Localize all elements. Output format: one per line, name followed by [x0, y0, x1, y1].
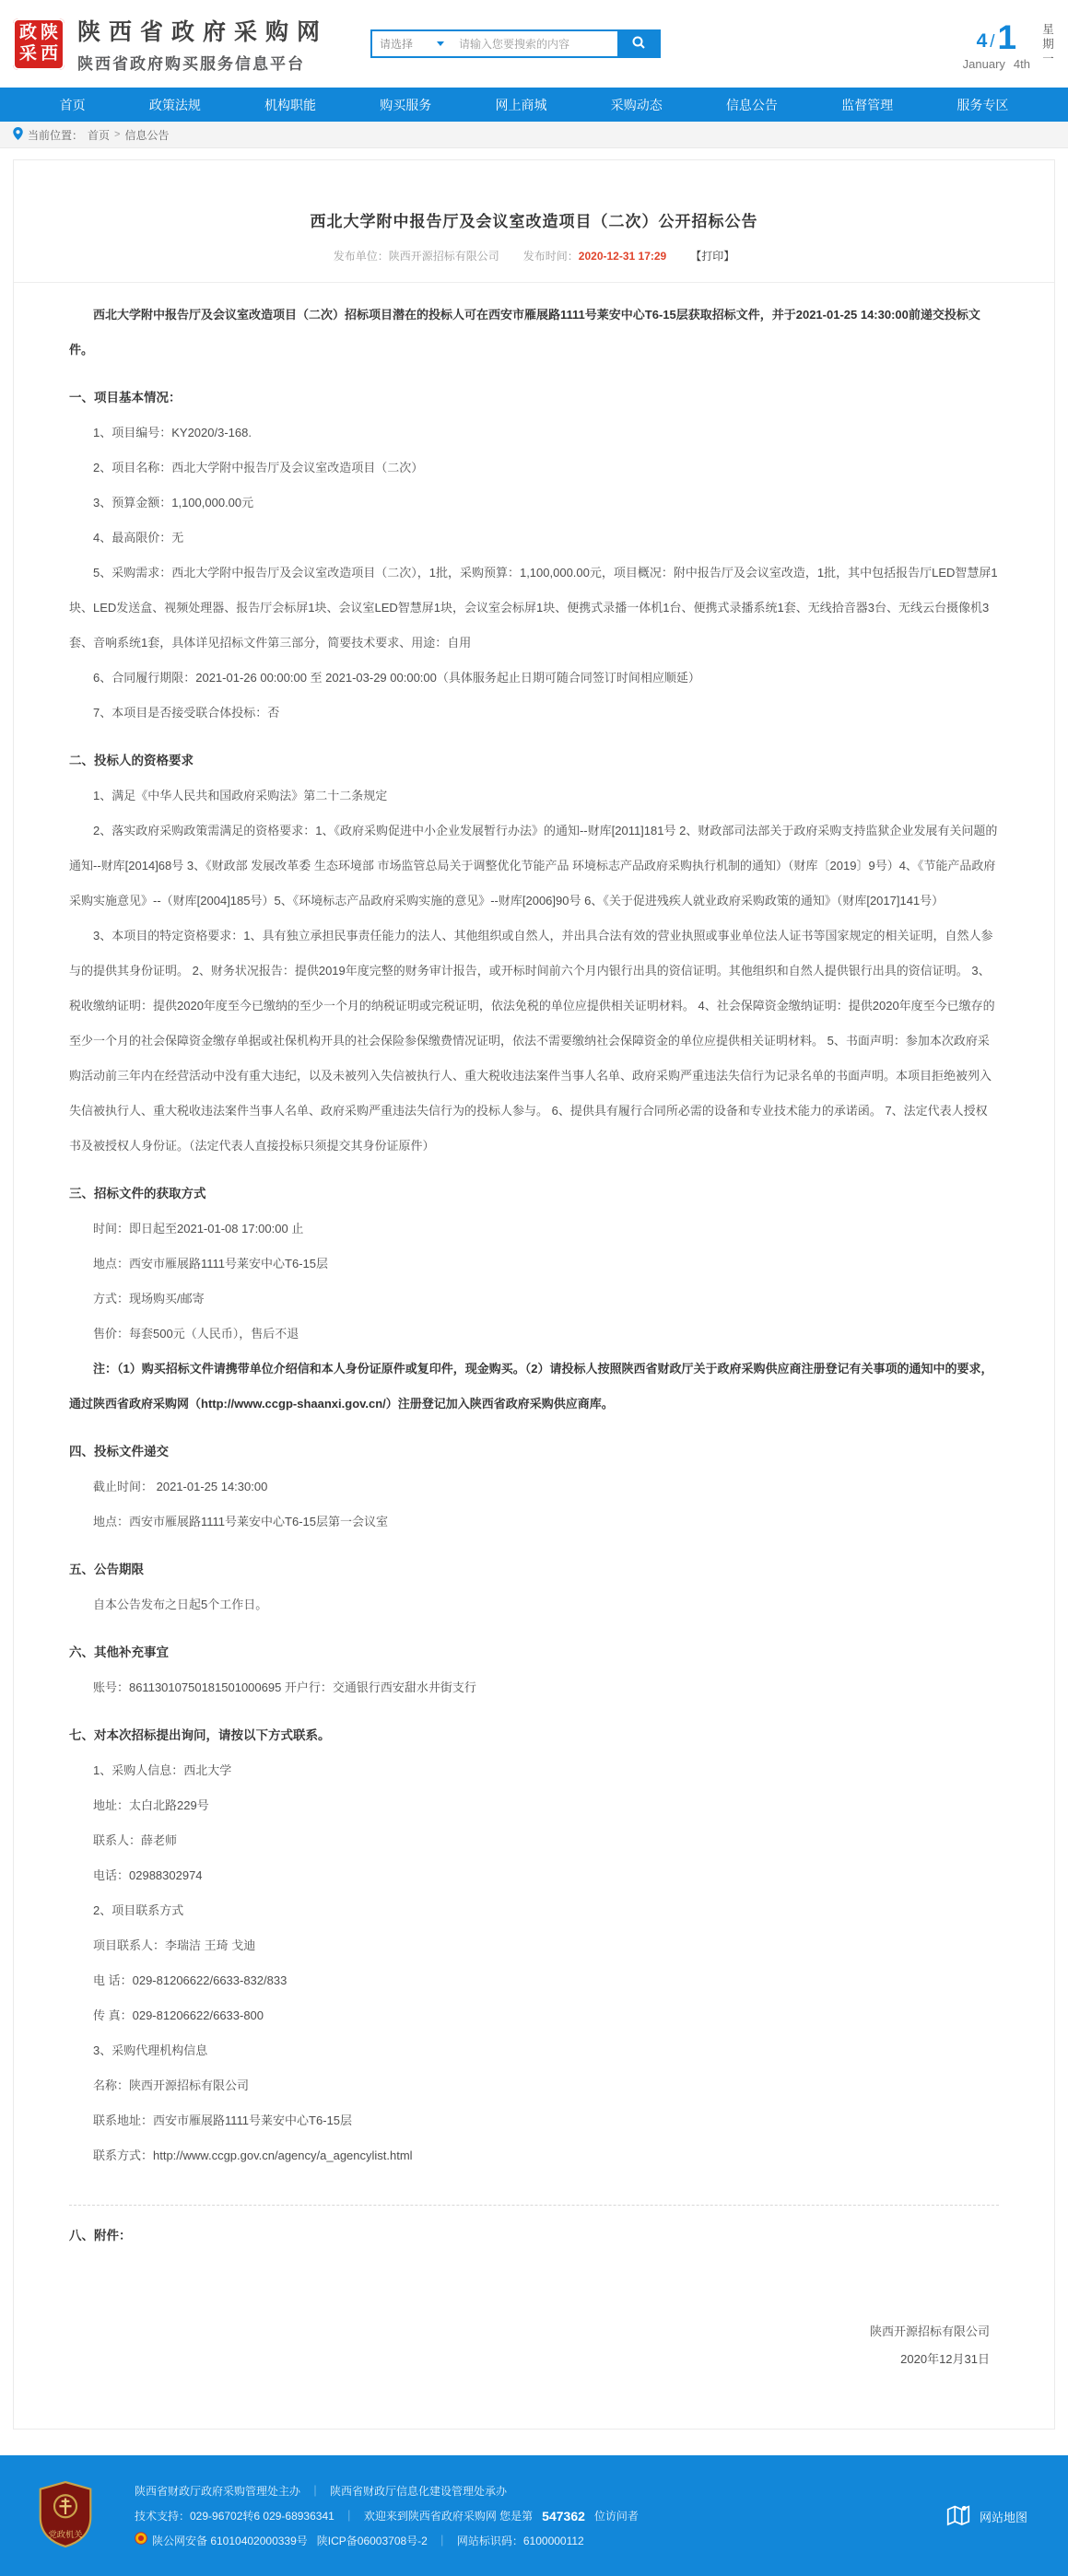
search-button[interactable]	[617, 31, 659, 56]
nav-item-service-zone[interactable]: 服务专区	[957, 97, 1009, 112]
section-paragraph: 名称：陕西开源招标有限公司	[93, 2078, 250, 2092]
police-badge-icon	[135, 2529, 147, 2554]
section-bid-submission	[69, 1434, 999, 1540]
footer-info	[135, 2479, 945, 2554]
location-pin-icon	[13, 127, 23, 143]
section-bidder-qualifications	[69, 744, 999, 1164]
sitemap-label: 网站地图	[979, 2511, 1027, 2524]
section-paragraph: 截止时间： 2021-01-25 14:30:00	[93, 1480, 268, 1493]
breadcrumb-prefix: 当前位置：	[28, 128, 84, 142]
section-paragraph: 自本公告发布之日起5个工作日。	[93, 1598, 268, 1611]
publish-time-value: 2020-12-31 17:29	[578, 250, 667, 263]
nav-item-functions[interactable]: 机构职能	[264, 97, 317, 112]
visitor-count: 547362	[542, 2509, 585, 2523]
footer-undertake-org: 陕西省财政厅信息化建设管理处承办	[330, 2485, 508, 2498]
section-announcement-period	[69, 1552, 999, 1622]
section-document-acquisition	[69, 1177, 999, 1422]
publish-time-label: 发布时间：	[522, 250, 579, 263]
publisher-label: 发布单位：	[333, 250, 389, 263]
logo-seal-char: 采	[18, 44, 37, 64]
section-paragraph: 7、本项目是否接受联合体投标：否	[93, 706, 280, 720]
logo-seal-char: 政	[18, 23, 37, 42]
footer-separator: ｜	[343, 2510, 355, 2523]
breadcrumb	[13, 127, 1055, 143]
site-header	[0, 0, 1068, 88]
map-icon	[945, 2501, 972, 2532]
breadcrumb-bar	[0, 122, 1068, 148]
section-paragraph: 联系人：薛老师	[93, 1833, 178, 1847]
announcement-card	[13, 159, 1055, 2430]
section-paragraph: 3、预算金额：1,100,000.00元	[93, 496, 254, 509]
police-registration-text: 陕公网安备 61010402000339号	[152, 2535, 308, 2547]
section-paragraph: 4、最高限价：无	[93, 531, 184, 544]
search-bar	[370, 29, 661, 58]
section-contacts	[69, 1718, 999, 2173]
section-other-matters	[69, 1635, 999, 1705]
nav-item-purchase-services[interactable]: 购买服务	[380, 97, 432, 112]
section-paragraph: 地址：太白北路229号	[93, 1798, 209, 1812]
section-paragraph: 地点：西安市雁展路1111号莱安中心T6-15层第一会议室	[93, 1515, 388, 1528]
signoff-company: 陕西开源招标有限公司	[869, 2324, 990, 2338]
section-note-paragraph: 注：（1）购买招标文件请携带单位介绍信和本人身份证原件或复印件，现金购买。（2）请投标人按照陕西省财政厅关于政府采购供应商注册登记有关事项的通知中的要求，通过陕西省政府采购网（http://www.ccgp-shaanxi.gov.cn/）注册登记加入陕西省政府采购供应商库。	[69, 1362, 993, 1411]
government-shield-badge	[37, 2481, 94, 2552]
breadcrumb-current-link[interactable]: 信息公告	[124, 128, 170, 142]
footer-support-line	[135, 2504, 945, 2529]
nav-item-online-mall[interactable]: 网上商城	[495, 97, 547, 112]
section-paragraph: 地点：西安市雁展路1111号莱安中心T6-15层	[93, 1257, 328, 1270]
footer-separator: ｜	[310, 2485, 322, 2498]
section-paragraph: 5、采购需求：西北大学附中报告厅及会议室改造项目（二次），1批，采购预算：1,100,000.00元，项目概况：附中报告厅及会议室改造，1批，其中包括报告厅LED智慧屏1块、LED发送盒、视频处理器、报告厅会标屏1块、会议室LED智慧屏1块，会议室会标屏1块、便携式录播一体机1台、便携式录播系统1套、无线拾音器3台、无线云台摄像机3套、音响系统1套，具体详见招标文件第三部分，简要技术要求、用途：自用	[69, 566, 998, 650]
search-input[interactable]	[452, 31, 617, 56]
section-heading: 七、对本次招标提出询问，请按以下方式联系。	[69, 1728, 331, 1742]
footer-welcome-suffix: 位访问者	[593, 2510, 639, 2523]
date-weekday: 星期一	[1042, 23, 1054, 65]
publisher-info	[334, 248, 499, 263]
section-paragraph: 电话：02988302974	[93, 1868, 203, 1882]
section-heading: 一、项目基本情况：	[69, 391, 182, 404]
nav-item-announcements[interactable]: 信息公告	[725, 97, 778, 112]
section-attachments	[69, 2219, 999, 2254]
nav-item-procurement-news[interactable]: 采购动态	[610, 97, 663, 112]
section-heading: 四、投标文件递交	[69, 1445, 169, 1458]
footer-org-line	[135, 2479, 945, 2504]
attachment-divider	[69, 2205, 999, 2206]
site-title: 陕西省政府采购网	[77, 19, 329, 45]
site-identifier-code: 网站标识码：6100000112	[456, 2535, 584, 2547]
section-paragraph: 2、项目名称：西北大学附中报告厅及会议室改造项目（二次）	[93, 461, 424, 474]
footer-welcome-text: 欢迎来到陕西省政府采购网 您是第	[363, 2510, 534, 2523]
icp-registration-text: 陕ICP备06003708号-2	[316, 2535, 428, 2547]
police-registration-link[interactable]	[135, 2529, 308, 2554]
section-paragraph: 3、本项目的特定资格要求：1、具有独立承担民事责任能力的法人、其他组织或自然人，并出具合法有效的营业执照或事业单位法人证书等国家规定的相关证明，自然人参与的提供其身份证明。 2、财务状况报告：提供2019年度完整的财务审计报告，或开标时间前六个月内银行出具的资信证明。其他组织和自然人提供银行出具的资信证明。 3、税收缴纳证明：提供2020年度至今已缴纳的至少一个月的纳税证明或完税证明，依法免税的单位应提供相关证明材料。 4、社会保障资金缴纳证明：提供2020年度至今已缴存的至少一个月的社会保障资金缴存单据或社保机构开具的社会保险参保缴费情况证明，依法不需要缴纳社会保障资金的单位应提供相关证明材料。 5、书面声明：参加本次政府采购活动前三年内在经营活动中没有重大违纪，以及未被列入失信被执行人、重大税收违法案件当事人名单、政府采购严重违法失信行为记录名单的书面声明。本项目拒绝被列入失信被执行人、重大税收违法案件当事人名单、政府采购严重违法失信行为的投标人参与。 6、提供具有履行合同所必需的设备和专业技术能力的承诺函。 7、法定代表人授权书及被授权人身份证。（法定代表人直接投标只须提交其身份证原件）	[69, 929, 995, 1153]
section-paragraph: 1、项目编号：KY2020/3-168.	[93, 426, 252, 439]
badge-label: 党政机关	[48, 2530, 83, 2540]
publisher-value: 陕西开源招标有限公司	[388, 250, 499, 263]
date-month-name: January	[962, 57, 1005, 71]
section-paragraph: 联系地址：西安市雁展路1111号莱安中心T6-15层	[93, 2113, 352, 2127]
section-heading: 六、其他补充事宜	[69, 1645, 169, 1659]
print-button[interactable]: 【打印】	[690, 250, 735, 263]
signoff-date: 2020年12月31日	[900, 2352, 990, 2366]
footer-separator: ｜	[436, 2535, 448, 2547]
section-heading: 五、公告期限	[69, 1563, 144, 1576]
sitemap-button[interactable]	[945, 2501, 1027, 2532]
date-widget	[963, 17, 1055, 71]
site-footer	[0, 2455, 1068, 2576]
intro-paragraph: 西北大学附中报告厅及会议室改造项目（二次）招标项目潜在的投标人可在西安市雁展路1111号莱安中心T6-15层获取招标文件，并于2021-01-25 14:30:00前递交投标文件。	[69, 308, 980, 357]
section-paragraph: 售价：每套500元（人民币），售后不退	[93, 1327, 299, 1341]
section-paragraph: 账号：86113010750181501000695 开户行：交通银行西安甜水井街支行	[93, 1680, 476, 1694]
search-select-label: 请选择	[380, 38, 414, 51]
date-month: 4	[976, 30, 988, 52]
section-paragraph: 传 真：029-81206622/6633-800	[93, 2008, 264, 2022]
footer-tech-support: 技术支持：029-96702转6 029-68936341	[135, 2510, 334, 2523]
main-nav	[0, 88, 1068, 122]
section-paragraph: 6、合同履行期限：2021-01-26 00:00:00 至 2021-03-29 00:00:00（具体服务起止日期可随合同签订时间相应顺延）	[93, 671, 700, 685]
section-paragraph: 1、采购人信息：西北大学	[93, 1763, 232, 1777]
section-paragraph: 2、项目联系方式	[93, 1903, 184, 1917]
date-day-ordinal: 4th	[1013, 57, 1030, 71]
nav-item-supervision[interactable]: 监督管理	[841, 97, 894, 112]
section-paragraph: 3、采购代理机构信息	[93, 2043, 208, 2057]
search-category-select[interactable]	[372, 31, 452, 56]
section-paragraph: 时间：即日起至2021-01-08 17:00:00 止	[93, 1222, 304, 1235]
site-subtitle: 陕西省政府购买服务信息平台	[77, 55, 305, 73]
publish-time-info	[523, 248, 666, 263]
page-title: 西北大学附中报告厅及会议室改造项目（二次）公开招标公告	[310, 213, 758, 230]
section-paragraph: 方式：现场购买/邮寄	[93, 1292, 205, 1306]
date-day: 1	[997, 18, 1017, 56]
section-heading: 三、招标文件的获取方式	[69, 1187, 206, 1200]
site-logo[interactable]	[13, 14, 328, 74]
meta-divider	[14, 282, 1054, 283]
footer-host-org: 陕西省财政厅政府采购管理处主办	[135, 2485, 301, 2498]
section-basic-info	[69, 381, 999, 731]
section-heading: 八、附件：	[69, 2229, 132, 2242]
breadcrumb-home-link[interactable]: 首页	[88, 128, 111, 142]
logo-seal-char: 西	[40, 44, 58, 64]
section-paragraph: 2、落实政府采购政策需满足的资格要求：1、《政府采购促进中小企业发展暂行办法》的通知--财库[2011]181号 2、财政部司法部关于政府采购支持监狱企业发展有关问题的通知--财库[2014]68号 3、《财政部 发展改革委 生态环境部 市场监管总局关于调整优化节能产品 环境标志产品政府采购执行机制的通知）（财库〔2019〕9号）4、《节能产品政府采购实施意见》--（财库[2004]185号）5、《环境标志产品政府采购实施的意见》--财库[2006]90号 6、《关于促进残疾人就业政府采购政策的通知》（财库[2017]141号）	[69, 824, 998, 907]
footer-beian-line	[135, 2529, 945, 2554]
section-heading: 二、投标人的资格要求	[69, 754, 194, 767]
chevron-down-icon	[437, 41, 444, 46]
section-paragraph: 项目联系人：李瑞洁 王琦 戈迪	[93, 1938, 256, 1952]
date-slash: /	[990, 32, 995, 52]
section-paragraph: 电 话：029-81206622/6633-832/833	[93, 1973, 288, 1987]
section-paragraph: 联系方式：http://www.ccgp.gov.cn/agency/a_agencylist.html	[93, 2149, 413, 2162]
section-paragraph: 1、满足《中华人民共和国政府采购法》第二十二条规定	[93, 789, 388, 802]
breadcrumb-separator: >	[114, 129, 121, 140]
logo-seal-char: 陕	[40, 23, 58, 42]
signoff-block	[69, 2318, 999, 2373]
article-body	[14, 298, 1054, 2373]
icp-registration-link[interactable]	[317, 2529, 428, 2554]
nav-item-home[interactable]: 首页	[59, 97, 86, 112]
article-meta	[14, 248, 1054, 263]
nav-item-policies[interactable]: 政策法规	[148, 97, 201, 112]
search-icon	[631, 35, 646, 53]
logo-seal-icon	[13, 18, 65, 70]
